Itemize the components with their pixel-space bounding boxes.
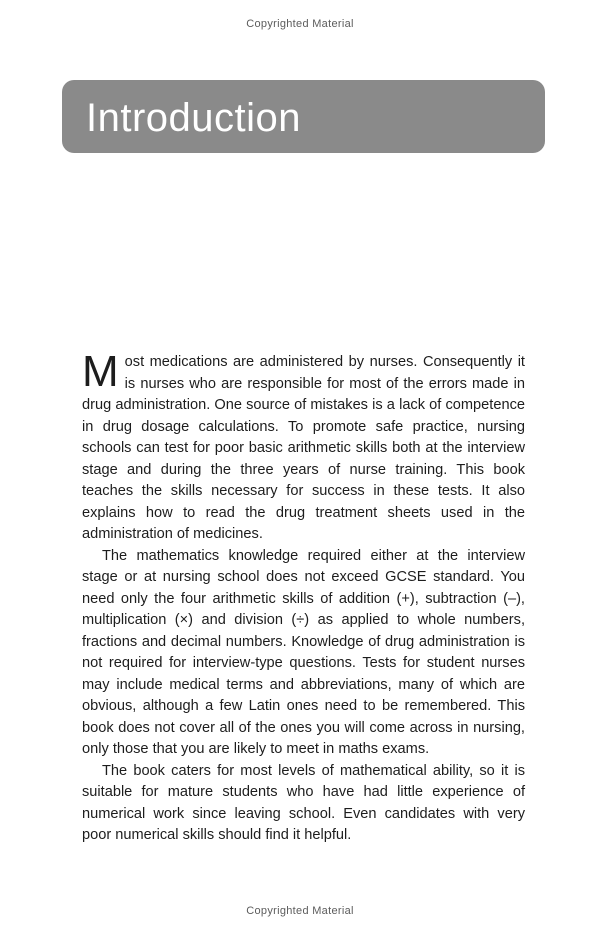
paragraph-1 [82, 347, 525, 546]
paragraph-2: The mathematics knowledge required either at the interview stage or at nursing school does not exceed GCSE standard. You need only the four arithmetic skills of addition (+), subtraction (–), multiplication (×) and division (÷) as applied to whole numbers, fractions and decimal numbers. Knowledge of drug administration is not required for interview-type questions. Tests for student nurses may include medical terms and abbreviations, many of which are obvious, although a few Latin ones need to be remembered. This book does not cover all of the ones you will come across in nursing, only those that you are likely to meet in maths exams. [82, 547, 525, 757]
paragraph-3: The book caters for most levels of mathematical ability, so it is suitable for mature students who have had little experience of numerical work since leaving school. Even candidates with very poor numerical skills should find it helpful. [82, 762, 525, 843]
chapter-title: Introduction [86, 96, 302, 140]
copyright-notice-top: Copyrighted Material [246, 18, 354, 30]
body-text [82, 347, 525, 847]
copyright-notice-bottom: Copyrighted Material [246, 905, 354, 917]
chapter-title-banner [62, 80, 545, 153]
paragraph-1-text: ost medications are administered by nurses. Consequently it is nurses who are responsible for most of the errors made in drug administration. One source of mistakes is a lack of competence in drug dosage calculations. To promote safe practice, nursing schools can test for poor basic arithmetic skills both at the interview stage and during the three years of nurse training. This book teaches the skills necessary for success in these tests. It also explains how to read the drug treatment sheets used in the administration of medicines. [82, 354, 525, 542]
dropcap-letter: M [82, 347, 119, 396]
